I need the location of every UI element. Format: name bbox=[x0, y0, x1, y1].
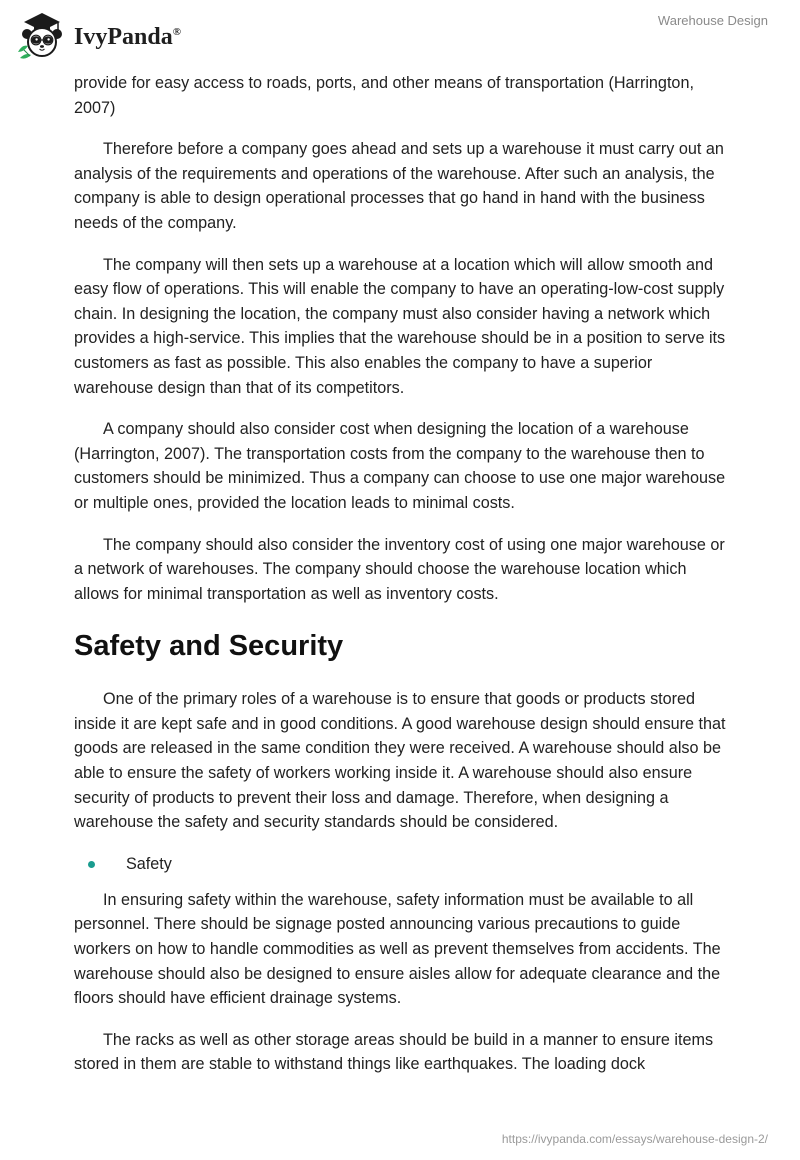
bullet-item bbox=[74, 852, 734, 876]
bullet-label: Safety bbox=[126, 854, 172, 873]
bullet-dot-icon bbox=[88, 861, 95, 868]
section-heading: Safety and Security bbox=[74, 630, 344, 663]
paragraph: The racks as well as other storage areas should be build in a manner to ensure items stored in them are stable to withstand things like earthquakes. The loading dock bbox=[74, 1030, 714, 1074]
document-title: Warehouse Design bbox=[657, 13, 768, 28]
footer-url-link[interactable]: https://ivypanda.com/essays/warehouse-design-2/ bbox=[501, 1132, 768, 1146]
ivypanda-logo[interactable] bbox=[14, 8, 181, 62]
paragraph: The company will then sets up a warehouse at a location which will allow smooth and easy flow of operations. This will enable the company to have an operating-low-cost supply chain. In designing the location, the company must also consider having a network which provides a high-service. This implies that the warehouse should be in a position to serve its customers as fast as possible. This also enables the company to have a superior warehouse design than that of its competitors. bbox=[74, 255, 726, 397]
paragraph: A company should also consider cost when designing the location of a warehouse (Harrington, 2007). The transportation costs from the company to the warehouse then to customers should be minimized. Thus a company can choose to use one major warehouse or multiple ones, provided the location leads to minimal costs. bbox=[74, 420, 726, 512]
page-header bbox=[0, 0, 800, 70]
panda-logo-icon bbox=[14, 8, 70, 62]
paragraph: provide for easy access to roads, ports, and other means of transportation (Harrington, 2007) bbox=[74, 74, 694, 117]
paragraph: The company should also consider the inventory cost of using one major warehouse or a network of warehouses. The company should choose the warehouse location which allows for minimal transportation as well as inventory costs. bbox=[74, 535, 725, 603]
essay-content bbox=[74, 71, 734, 1094]
paragraph: In ensuring safety within the warehouse, safety information must be available to all personnel. There should be signage posted announcing various precautions to guide workers on how to handle commodities as well as prevent themselves from accidents. The warehouse should also be designed to ensure aisles allow for adequate clearance and the floors should have efficient drainage systems. bbox=[74, 890, 721, 1008]
paragraph: One of the primary roles of a warehouse is to ensure that goods or products stored inside it are kept safe and in good conditions. A good warehouse design should ensure that goods are released in the same condition they were received. A warehouse should also be able to ensure the safety of workers working inside it. A warehouse should also ensure security of products to prevent their loss and damage. Therefore, when designing a warehouse the safety and security standards should be considered. bbox=[74, 690, 726, 832]
paragraph: Therefore before a company goes ahead and sets up a warehouse it must carry out an analysis of the requirements and operations of the warehouse. After such an analysis, the company is able to design operational processes that go hand in hand with the business needs of the company. bbox=[74, 140, 724, 232]
brand-name: IvyPanda® bbox=[74, 23, 181, 50]
